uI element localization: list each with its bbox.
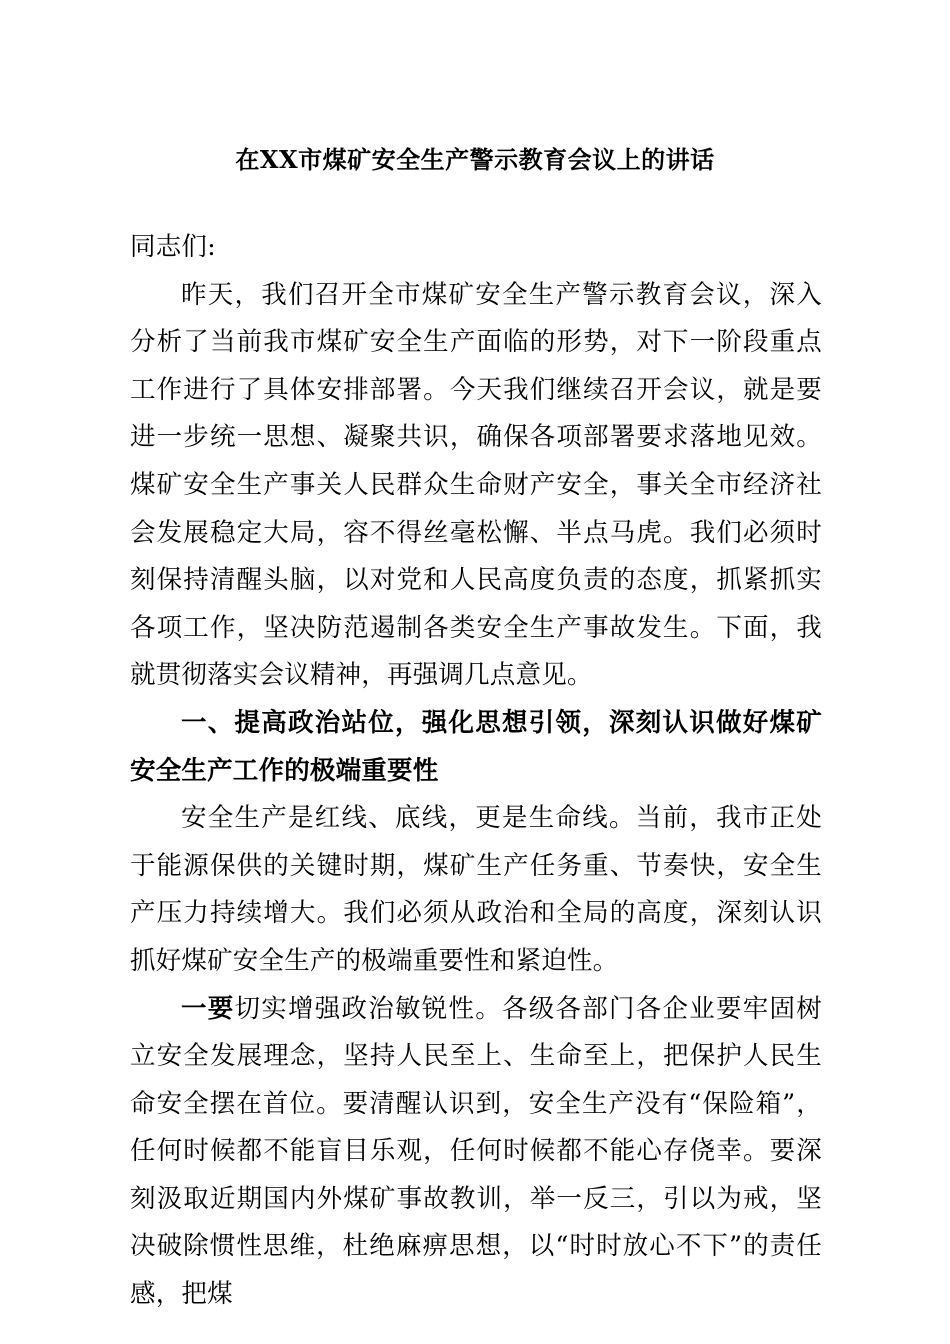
salutation: 同志们:: [130, 232, 216, 262]
point-text: 切实增强政治敏锐性。各级各部门各企业要牢固树立安全发展理念，坚持人民至上、生命至上，把保护人民生命安全摆在首位。要清醒认识到，安全生产没有“保险箱”，任何时候都不能盲目乐观，任何时候都不能心存侥幸。要深刻汲取近期国内外煤矿事故教训，举一反三，引以为戒，坚决破除惯性思维，杜绝麻痹思想，以“时时放心不下”的责任感，把煤: [130, 993, 823, 1310]
section-paragraph: 安全生产是红线、底线，更是生命线。当前，我市正处于能源保供的关键时期，煤矿生产任务重、节奏快，安全生产压力持续增大。我们必须从政治和全局的高度，深刻认识抓好煤矿安全生产的极端重要性和紧迫性。: [130, 803, 822, 976]
section-heading: 一、提高政治站位，强化思想引领，深刻认识做好煤矿安全生产工作的极端重要性: [130, 707, 822, 786]
point-paragraph: [130, 986, 822, 1319]
document-title: 在XX市煤矿安全生产警示教育会议上的讲话: [235, 145, 715, 174]
intro-paragraph: 昨天，我们召开全市煤矿安全生产警示教育会议，深入分析了当前我市煤矿安全生产面临的形势，对下一阶段重点工作进行了具体安排部署。今天我们继续召开会议，就是要进一步统一思想、凝聚共识，确保各项部署要求落地见效。煤矿安全生产事关人民群众生命财产安全，事关全市经济社会发展稳定大局，容不得丝毫松懈、半点马虎。我们必须时刻保持清醒头脑，以对党和人民高度负责的态度，抓紧抓实各项工作，坚决防范遏制各类安全生产事故发生。下面，我就贯彻落实会议精神，再强调几点意见。: [130, 279, 822, 691]
point-lead: 一要: [181, 993, 235, 1024]
document-body: [130, 224, 822, 1319]
